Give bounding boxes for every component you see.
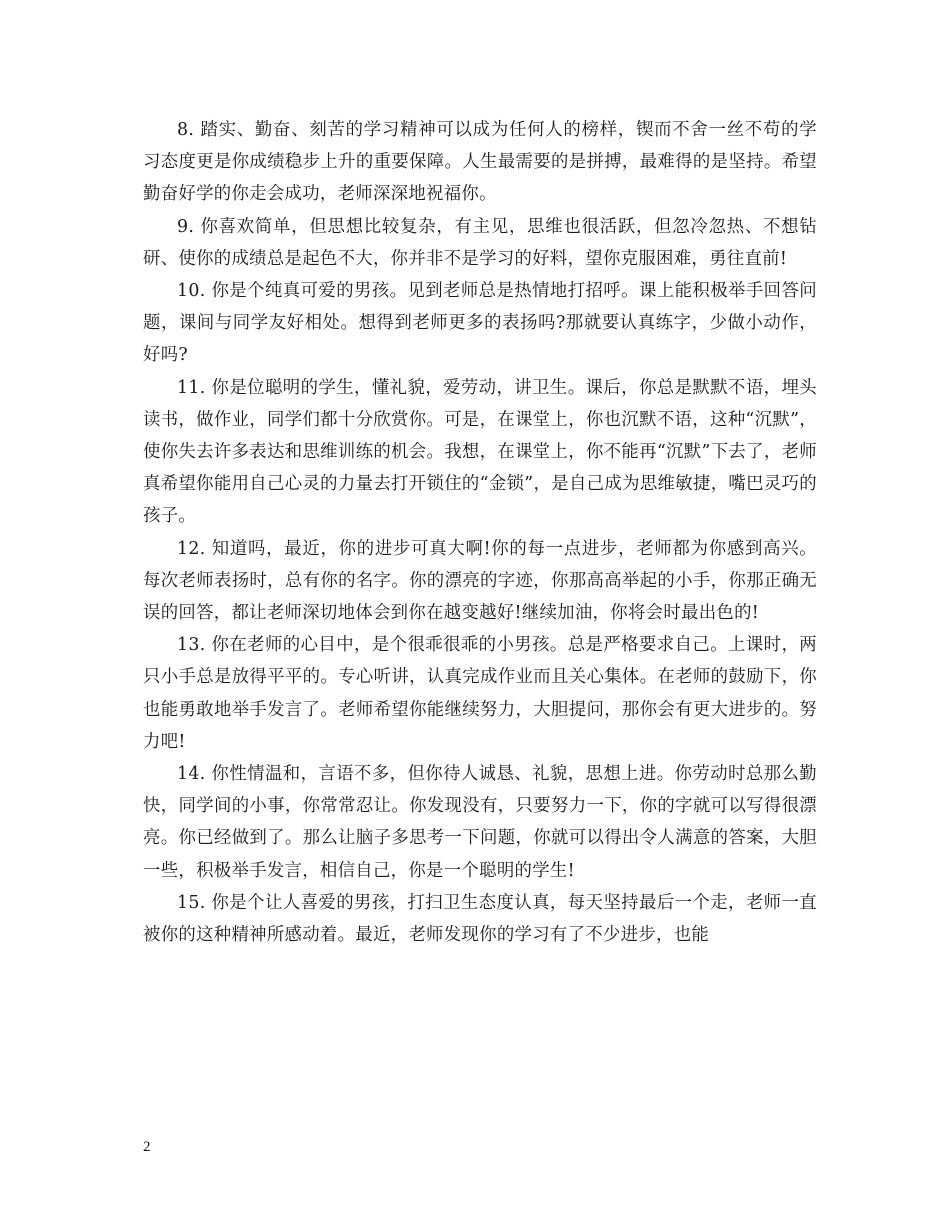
paragraph-9: 9. 你喜欢简单，但思想比较复杂，有主见，思维也很活跃，但忽冷忽热、不想钻研、使你的成绩总是起色不大，你并非不是学习的好料，望你克服困难，勇往直前!	[143, 216, 817, 269]
paragraph-11: 11. 你是位聪明的学生，懂礼貌，爱劳动，讲卫生。课后，你总是默默不语，埋头读书，做作业，同学们都十分欣赏你。可是，在课堂上，你也沉默不语，这种“沉默”，使你失去许多表达和思维训练的机会。我想，在课堂上，你不能再“沉默”下去了，老师真希望你能用自己心灵的力量去打开锁住的“金锁”，是自己成为思维敏捷，嘴巴灵巧的孩子。	[143, 377, 817, 527]
paragraph-15: 15. 你是个让人喜爱的男孩，打扫卫生态度认真，每天坚持最后一个走，老师一直被你的这种精神所感动着。最近，老师发现你的学习有了不少进步，也能	[143, 892, 817, 946]
paragraph-10: 10. 你是个纯真可爱的男孩。见到老师总是热情地打招呼。课上能积极举手回答问题，课间与同学友好相处。想得到老师更多的表扬吗?那就要认真练字，少做小动作，好吗?	[143, 281, 817, 366]
paragraph-8: 8. 踏实、勤奋、刻苦的学习精神可以成为任何人的榜样，锲而不舍一丝不苟的学习态度更是你成绩稳步上升的重要保障。人生最需要的是拼搏，最难得的是坚持。希望勤奋好学的你走会成功，老师深深地祝福你。	[143, 120, 817, 205]
paragraph-12: 12. 知道吗，最近，你的进步可真大啊!你的每一点进步，老师都为你感到高兴。每次老师表扬时，总有你的名字。你的漂亮的字迹，你那高高举起的小手，你那正确无误的回答，都让老师深切地体会到你在越变越好!继续加油，你将会时最出色的!	[143, 538, 817, 624]
paragraph-14: 14. 你性情温和，言语不多，但你待人诚恳、礼貌，思想上进。你劳动时总那么勤快，同学间的小事，你常常忍让。你发现没有，只要努力一下，你的字就可以写得很漂亮。你已经做到了。那么让脑子多思考一下问题，你就可以得出令人满意的答案，大胆一些，积极举手发言，相信自己，你是一个聪明的学生!	[143, 764, 817, 881]
page-number: 2	[143, 1139, 151, 1155]
body-text	[143, 114, 817, 951]
paragraph-13: 13. 你在老师的心目中，是个很乖很乖的小男孩。总是严格要求自己。上课时，两只小手总是放得平平的。专心听讲，认真完成作业而且关心集体。在老师的鼓励下，你也能勇敢地举手发言了。老师希望你能继续努力，大胆提问，那你会有更大进步的。努力吧!	[143, 635, 817, 752]
